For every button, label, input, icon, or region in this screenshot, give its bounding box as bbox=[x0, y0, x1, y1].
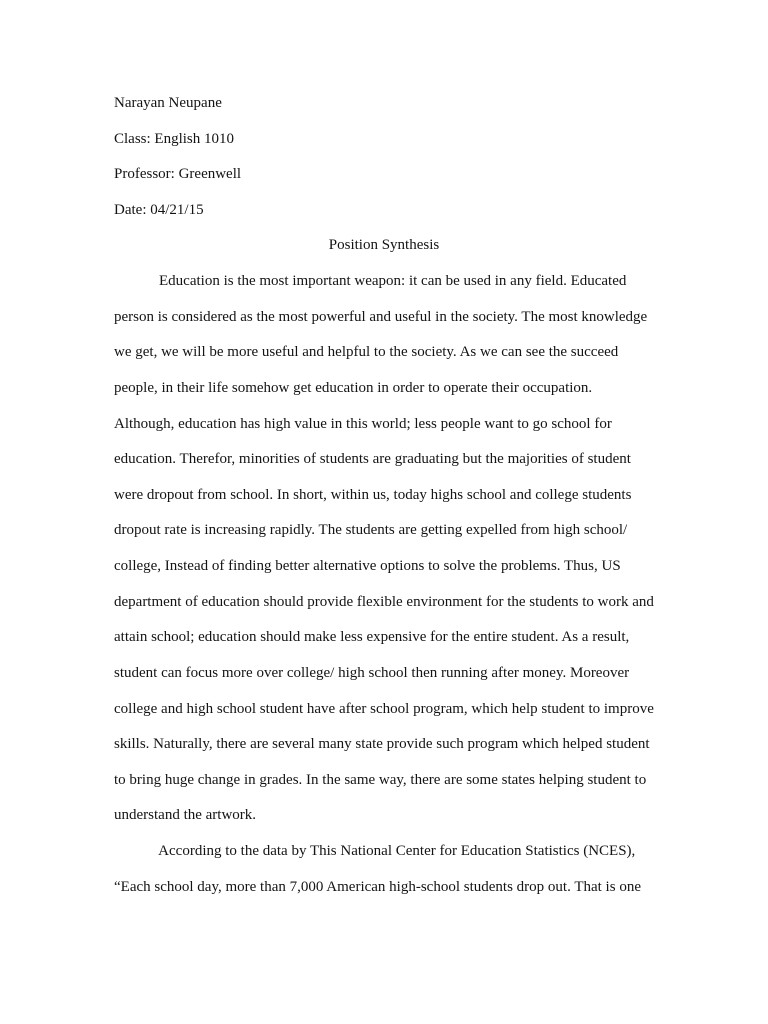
professor-line: Professor: Greenwell bbox=[114, 166, 242, 182]
paragraph-line: education. Therefor, minorities of students are graduating but the majorities of student bbox=[114, 451, 631, 467]
paragraph-line: Although, education has high value in this world; less people want to go school for bbox=[114, 416, 612, 432]
paragraph-line: college, Instead of finding better alternative options to solve the problems. Thus, US bbox=[114, 558, 621, 574]
class-line: Class: English 1010 bbox=[114, 131, 235, 147]
paragraph-line: we get, we will be more useful and helpful to the society. As we can see the succeed bbox=[114, 344, 619, 360]
paragraph-line: people, in their life somehow get education in order to operate their occupation. bbox=[114, 380, 593, 396]
paragraph-line: “Each school day, more than 7,000 American high-school students drop out. That is one bbox=[114, 879, 641, 895]
paragraph-line: department of education should provide flexible environment for the students to work and bbox=[114, 594, 654, 610]
paragraph-line: were dropout from school. In short, within us, today highs school and college students bbox=[114, 487, 632, 503]
paragraph-line: understand the artwork. bbox=[114, 807, 257, 823]
date-line: Date: 04/21/15 bbox=[114, 202, 204, 218]
paragraph-line: college and high school student have after school program, which help student to improve bbox=[114, 701, 654, 717]
paragraph-line: According to the data by This National Center for Education Statistics (NCES), bbox=[114, 843, 636, 859]
paragraph-line: to bring huge change in grades. In the same way, there are some states helping student to bbox=[114, 772, 647, 788]
paragraph-line: Education is the most important weapon: it can be used in any field. Educated bbox=[114, 273, 627, 289]
document-title: Position Synthesis bbox=[328, 237, 440, 253]
paragraph-line: attain school; education should make less expensive for the entire student. As a result, bbox=[114, 629, 630, 645]
paragraph-line: student can focus more over college/ high school then running after money. Moreover bbox=[114, 665, 630, 681]
paragraph-line: skills. Naturally, there are several many state provide such program which helped student bbox=[114, 736, 650, 752]
paragraph-line: person is considered as the most powerful and useful in the society. The most knowledge bbox=[114, 309, 648, 325]
author-name: Narayan Neupane bbox=[114, 95, 222, 111]
paragraph-line: dropout rate is increasing rapidly. The students are getting expelled from high school/ bbox=[114, 522, 628, 538]
